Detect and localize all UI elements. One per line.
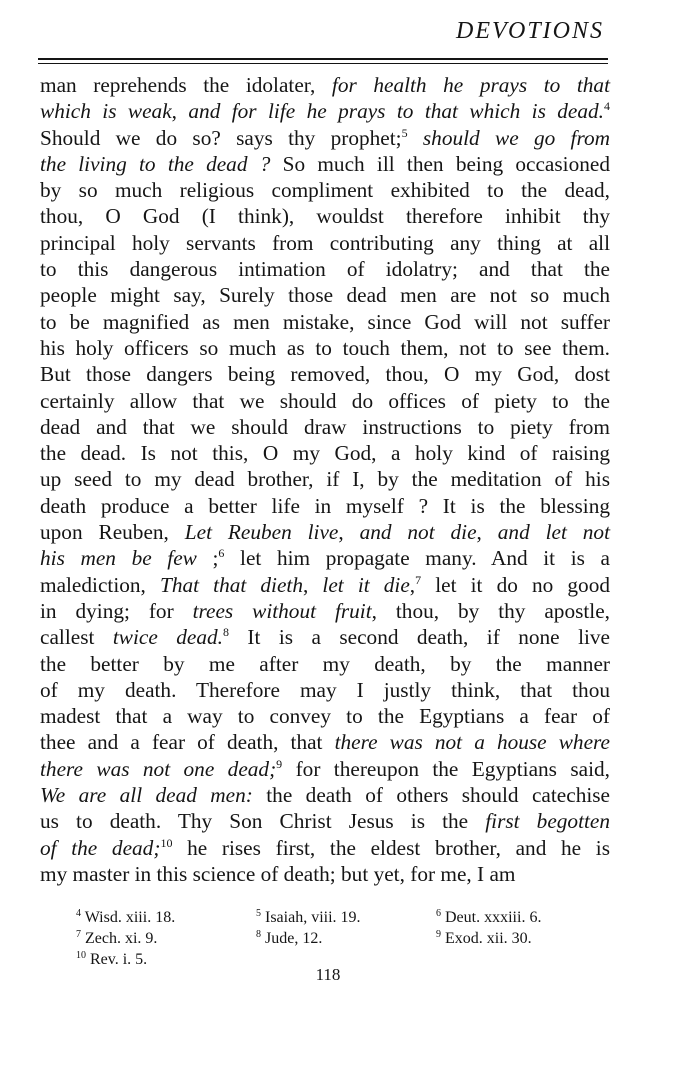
text-line [40, 125, 610, 151]
text-run: the dead. Is not this, O my God, a holy kind of raising [40, 441, 610, 466]
text-line [40, 572, 610, 598]
text-run: upon Reuben, [40, 520, 185, 545]
text-run: he rises first, the eldest brother, and he is [172, 835, 611, 860]
italic-text: That that dieth [159, 572, 303, 597]
footnote [76, 907, 256, 928]
footnote-number: 4 [76, 908, 81, 919]
text-run: let him propagate many. And it is a [224, 546, 610, 571]
text-line [40, 493, 610, 519]
text-line [40, 335, 610, 361]
text-run: the death of others should catechise [252, 783, 610, 808]
footnote [76, 928, 256, 949]
italic-text: for health he prays to that [331, 73, 610, 97]
text-line [40, 282, 610, 308]
italic-text: and let not [497, 520, 610, 545]
text-run: man reprehends the idolater, [40, 73, 332, 97]
text-line [40, 388, 610, 414]
text-line [40, 98, 610, 124]
text-run: dead and that we should draw instructions to piety from [40, 414, 610, 439]
italic-text: should we go from [422, 125, 611, 150]
italic-text: let it die [322, 572, 410, 597]
text-run: But those dangers being removed, thou, O my God, dost [40, 362, 610, 387]
text-line [40, 651, 610, 677]
footnote [436, 928, 616, 949]
text-line [40, 203, 610, 229]
text-line [40, 861, 610, 887]
text-run [408, 126, 423, 150]
footnote-reference: Wisd. xiii. 18. [84, 909, 176, 926]
text-line [40, 677, 610, 703]
italic-text: which is weak [40, 99, 172, 124]
text-line [40, 414, 610, 440]
text-run: Should we do so? says thy prophet; [40, 125, 402, 150]
text-run: So much ill then being occasioned [270, 151, 610, 176]
footnote-marker: 5 [401, 125, 408, 140]
text-run: , [409, 572, 416, 597]
text-run: by so much religious compliment exhibited to the dead, [40, 178, 610, 203]
text-run: callest [40, 625, 113, 650]
footnote-number: 8 [256, 929, 261, 940]
text-line [40, 835, 610, 861]
italic-text: and not die [359, 520, 477, 545]
text-run: certainly allow that we should do offices of piety to the [40, 388, 610, 413]
text-run: death produce a better life in myself ? It is the blessing [40, 493, 610, 518]
italic-text: Let Reuben live [184, 520, 339, 545]
text-line [40, 361, 610, 387]
text-line [40, 309, 610, 335]
italic-text: trees without fruit [192, 598, 372, 623]
text-run: thee and a fear of death, that [40, 730, 335, 755]
italic-text: there was not one dead; [40, 756, 277, 781]
text-line [40, 230, 610, 256]
text-line [40, 782, 610, 808]
text-line [40, 440, 610, 466]
text-run: , thou, by thy apostle, [371, 598, 610, 623]
text-run: in dying; for [40, 598, 193, 623]
footnote-reference: Deut. xxxiii. 6. [445, 909, 542, 926]
italic-text: there was not a house where [334, 730, 610, 755]
italic-text: his men be few [40, 546, 197, 571]
text-run: , [338, 520, 360, 545]
text-run: people might say, Surely those dead men are not so much [40, 283, 610, 308]
footnote-row [76, 907, 616, 928]
text-line [40, 729, 610, 755]
text-run: for thereupon the Egyptians said, [282, 756, 610, 781]
footnote-marker: 9 [276, 756, 283, 771]
text-run: , [302, 572, 323, 597]
text-run: to be magnified as men mistake, since God will not suffer [40, 309, 610, 334]
page-number-text: 118 [315, 965, 341, 984]
footnote [256, 928, 436, 949]
running-head-title: DEVOTIONS [456, 18, 604, 44]
footnote-reference: Jude, 12. [265, 930, 323, 947]
text-line [40, 703, 610, 729]
text-run: his holy officers so much as to touch them, not to see them. [40, 335, 610, 360]
text-line [40, 624, 610, 650]
footnotes [76, 907, 616, 970]
footnote-marker: 10 [160, 835, 173, 850]
text-run: , [171, 99, 189, 124]
footnote-number: 10 [76, 950, 86, 961]
text-run: malediction, [40, 572, 160, 597]
text-run: madest that a way to convey to the Egyptians a fear of [40, 704, 610, 729]
text-line [40, 256, 610, 282]
text-line [40, 466, 610, 492]
text-line [40, 808, 610, 834]
text-line [40, 72, 610, 98]
text-line [40, 519, 610, 545]
italic-text: twice dead. [112, 625, 223, 650]
italic-text: and for life he prays to that which is dead. [188, 99, 604, 124]
footnote [256, 907, 436, 928]
text-run: up seed to my dead brother, if I, by the meditation of his [40, 467, 610, 492]
text-line [40, 598, 610, 624]
text-run: us to death. Thy Son Christ Jesus is the [40, 809, 486, 834]
text-run: let it do no good [421, 572, 610, 597]
text-run: to this dangerous intimation of idolatry; and that the [40, 257, 610, 282]
body-text [40, 72, 610, 887]
text-run: thou, O God (I think), wouldst therefore inhibit thy [40, 204, 610, 229]
footnote-marker: 6 [218, 546, 225, 561]
footnote-reference: Rev. i. 5. [90, 951, 148, 968]
text-run: my master in this science of death; but yet, for me, I am [40, 861, 516, 886]
text-line [40, 177, 610, 203]
footnote-number: 5 [256, 908, 261, 919]
text-line [40, 545, 610, 571]
text-run: of my death. Therefore may I justly think, that thou [40, 677, 610, 702]
footnote-reference: Isaiah, viii. 19. [265, 909, 361, 926]
italic-text: the living to the dead ? [40, 151, 271, 176]
footnote-marker: 4 [604, 99, 610, 114]
italic-text: first begotten [485, 809, 611, 834]
text-run: the better by me after my death, by the manner [40, 651, 610, 676]
footnote-number: 9 [436, 929, 441, 940]
text-line [40, 756, 610, 782]
text-line [40, 151, 610, 177]
footnote-number: 6 [436, 908, 441, 919]
header-rule-thick [38, 58, 608, 60]
text-run: ; [196, 546, 219, 571]
italic-text: We are all dead men: [40, 783, 253, 808]
footnote-reference: Exod. xii. 30. [445, 930, 532, 947]
footnote-reference: Zech. xi. 9. [85, 930, 158, 947]
footnote [436, 907, 616, 928]
italic-text: of the dead; [40, 835, 161, 860]
header-rule-thin [38, 63, 608, 64]
text-run: It is a second death, if none live [228, 625, 610, 650]
footnote-number: 7 [76, 929, 81, 940]
footnote-marker: 7 [415, 572, 422, 587]
text-run: , [476, 520, 498, 545]
page-number [0, 965, 688, 985]
footnote-marker: 8 [222, 625, 229, 640]
footnote-row [76, 928, 616, 949]
text-run: principal holy servants from contributing any thing at all [40, 230, 610, 255]
